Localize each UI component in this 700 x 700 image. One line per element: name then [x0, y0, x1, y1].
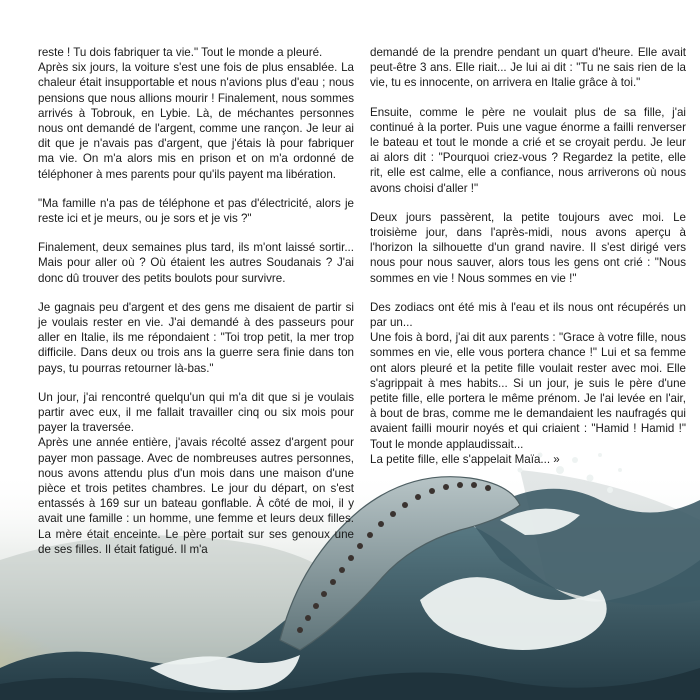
story-right-column	[370, 46, 686, 467]
paragraph: Deux jours passèrent, la petite toujours avec moi. Le troisième jour, dans l'après-midi, nous avons aperçu à l'horizon la silhouette d'un grand navire. Il s'est dirigé vers nous pour nous sauver, alors tous les gens ont crié : "Nous sommes en vie ! Nous sommes en vie !"	[370, 210, 686, 285]
paragraph: La petite fille, elle s'appelait Maïa... »	[370, 452, 560, 466]
paragraph: Finalement, deux semaines plus tard, ils m'ont laissé sortir... Mais pour aller où ? Où étaient les autres Soudanais ? J'ai donc dû trouver des petits boulots pour survivre.	[38, 241, 354, 285]
paragraph: Après une année entière, j'avais récolté assez d'argent pour payer mon passage. Avec de nombreuses autres personnes, nous avons attendu plus d'un mois dans une maison d'une pièce et trois petites chambres. Le jour du départ, on s'est entassés à 169 sur un bateau gonflable. À côté de moi, il y avait une famille : un homme, une femme et leurs deux filles. La mère était enceinte. Le père portait sur ses genoux une de ses filles. Il était fatigué. Il m'a	[38, 436, 354, 556]
paragraph: Un jour, j'ai rencontré quelqu'un qui m'a dit que si je voulais partir avec eux, il me fallait travailler cinq ou six mois pour payer la traversée.	[38, 390, 354, 435]
paragraph: Une fois à bord, j'ai dit aux parents : "Grace à votre fille, nous sommes en vie, elle vous portera chance !" Lui et sa femme ont alors pleuré et la petite fille voulait rester avec moi. Elle s'agrippait à mes habits... Si un jour, je suis le père d'une petite fille, elle portera le même prénom. Je l'ai levée en l'air, à bout de bras, comme me le demandaient les naufragés qui avaient failli mourir noyés et qui criaient : "Hamid ! Hamid !" Tout le monde applaudissait...	[370, 331, 686, 451]
paragraph: "Ma famille n'a pas de téléphone et pas d'électricité, alors je reste ici et je meurs, ou je sors et je vis ?"	[38, 196, 354, 226]
paragraph: reste ! Tu dois fabriquer ta vie." Tout le monde a pleuré.	[38, 46, 323, 59]
paragraph: Je gagnais peu d'argent et des gens me disaient de partir si je voulais rester en vie. J'ai demandé à des passeurs pour aller en Italie, ils me répondaient : "Toi trop petit, la mer trop difficile. Dans deux ou trois ans la guerre sera finie dans ton pays, tu pourras retourner là-bas."	[38, 300, 354, 375]
paragraph: Des zodiacs ont été mis à l'eau et ils nous ont récupérés un par un...	[370, 300, 686, 330]
story-left-column	[38, 46, 354, 557]
paragraph: demandé de la prendre pendant un quart d'heure. Elle avait peut-être 3 ans. Elle riait... Je lui ai dit : "Tu ne sais rien de la vie, tu es innocente, on arrivera en Italie grâce à toi."	[370, 46, 686, 90]
paragraph: Après six jours, la voiture s'est une fois de plus ensablée. La chaleur était insupportable et nous n'avions plus d'eau ; nous pensions que nous allions mourir ! Finalement, nous sommes arrivés à Tobrouk, en Lybie. Là, de méchantes personnes nous ont demandé de l'argent, comme une rançon. Je leur ai dit que je n'avais pas d'argent, que j'étais là pour fabriquer ma vie. On m'a alors mis en prison et on m'a ordonné de téléphoner à mes parents pour qu'ils payent ma libération.	[38, 61, 354, 181]
paragraph: Ensuite, comme le père ne voulait plus de sa fille, j'ai continué à la porter. Puis une vague énorme a failli renverser le bateau et tout le monde a crié et se croyait perdu. Je leur ai alors dit : "Pourquoi criez-vous ? Regardez la petite, elle rit, elle est calme, elle a confiance, nous arriverons où nous avons choisi d'aller !"	[370, 105, 686, 195]
